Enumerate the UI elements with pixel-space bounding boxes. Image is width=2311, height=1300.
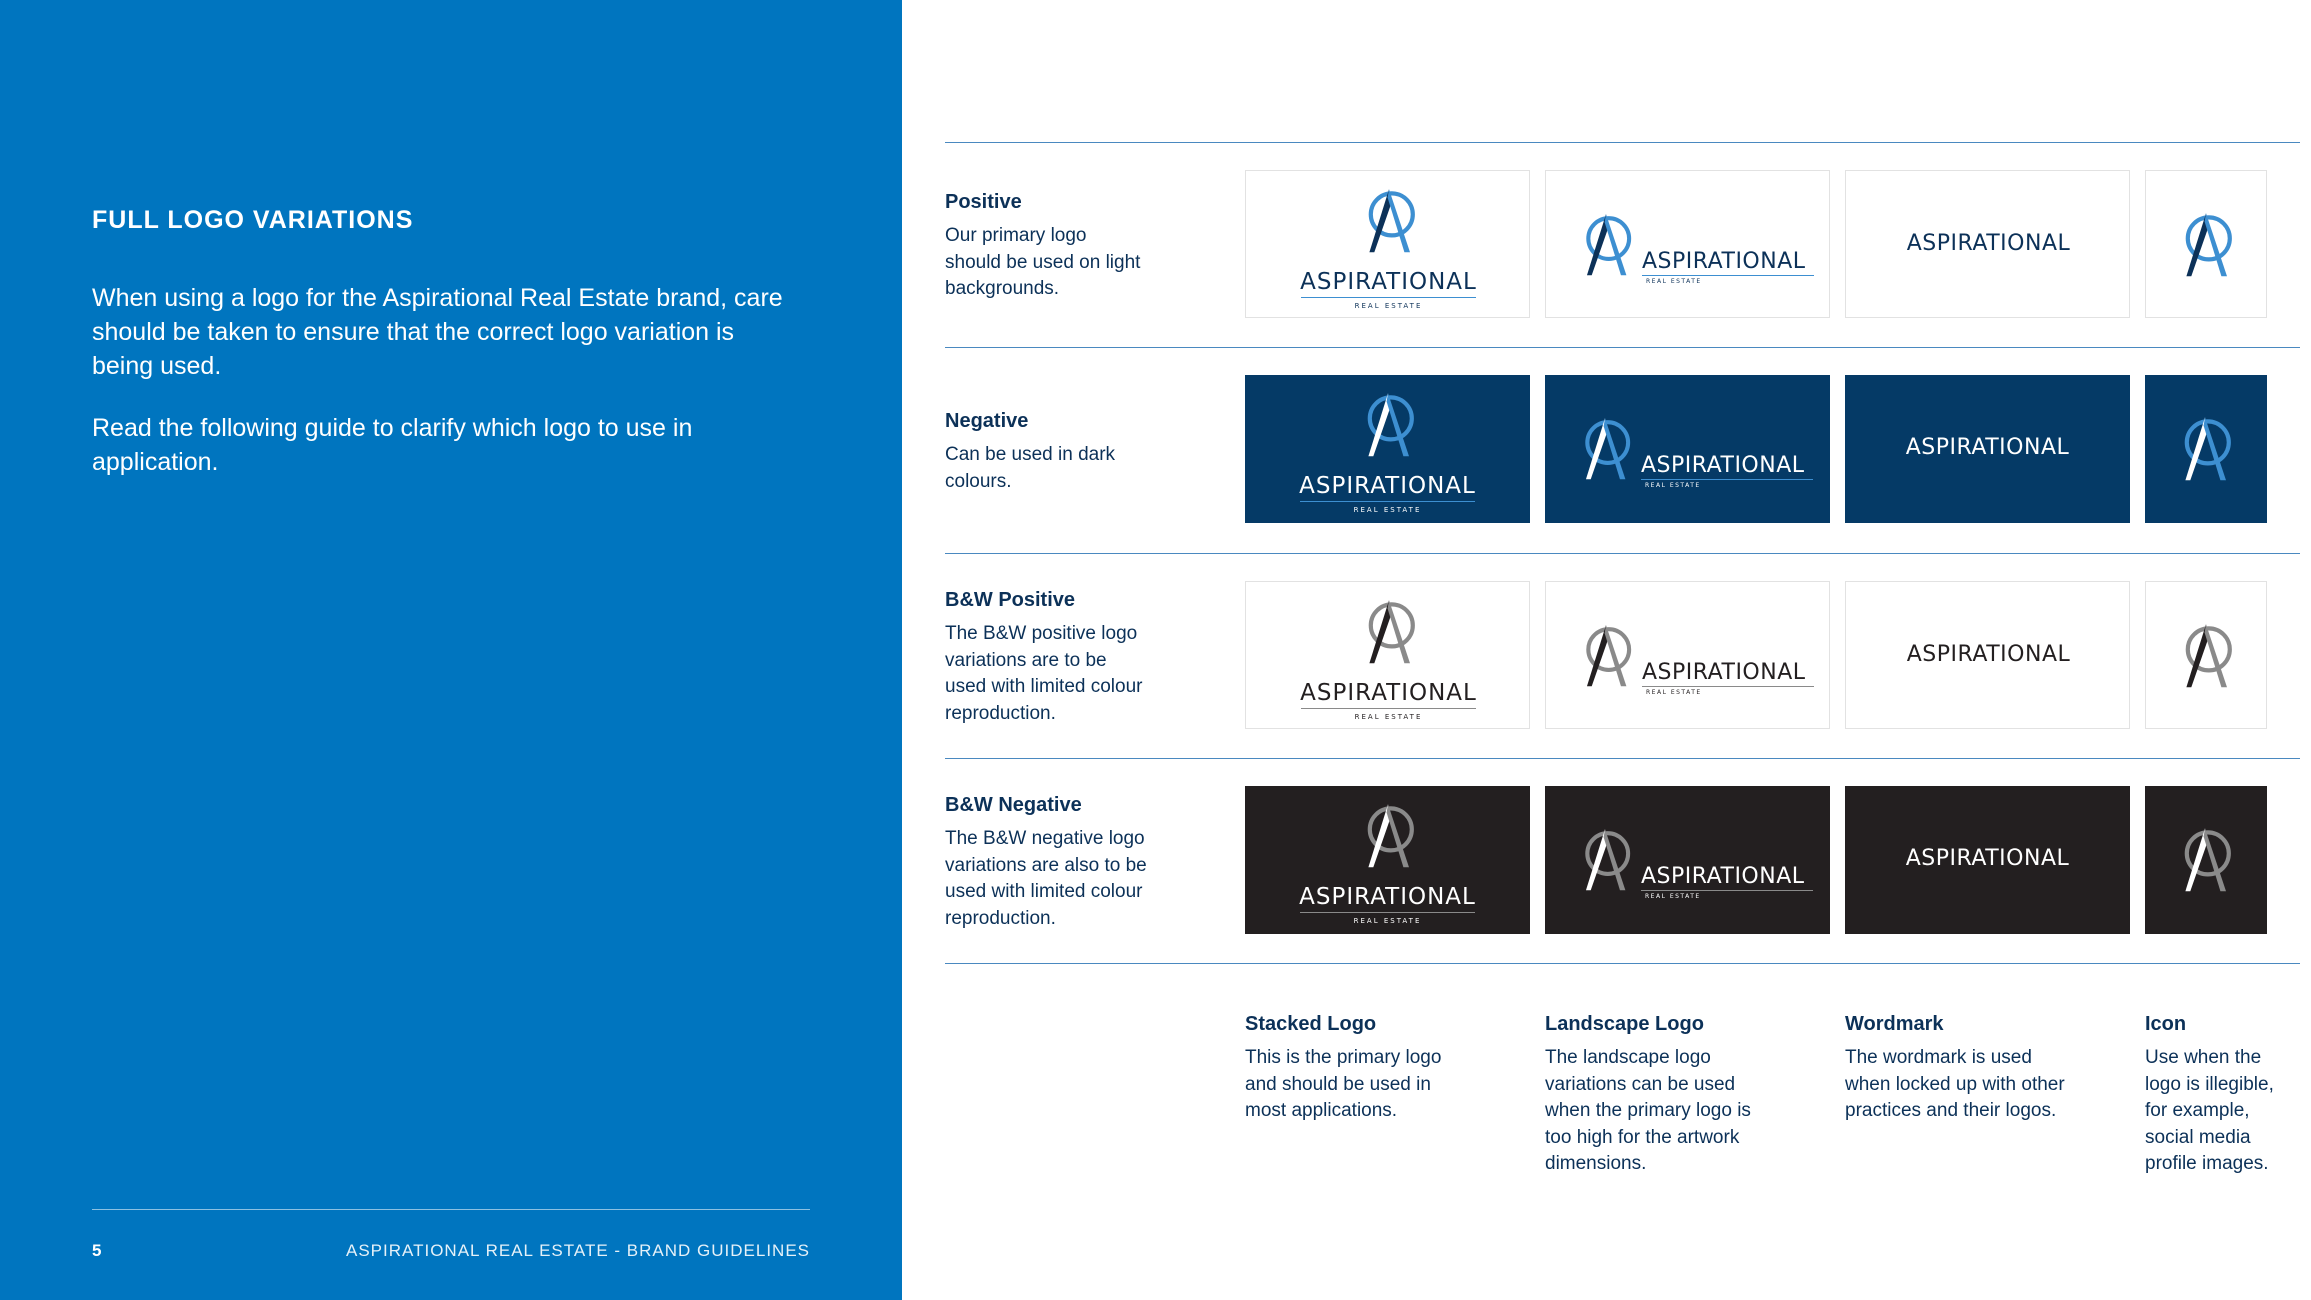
- aspirational-a-icon: [2171, 612, 2241, 698]
- logo-wordmark: ASPIRATIONAL: [1299, 473, 1476, 499]
- row-label-bw-negative: [945, 792, 1205, 932]
- column-label-landscape: [1545, 1011, 1835, 1178]
- logo-tile-wordmark-bw-negative: [1845, 786, 2130, 934]
- row-description: Can be used in dark colours.: [945, 444, 1116, 492]
- logo-tile-landscape-bw-negative: [1545, 786, 1830, 934]
- wordmark-underline: [1642, 686, 1814, 687]
- column-description: This is the primary logo and should be used in most applications.: [1245, 1047, 1442, 1121]
- wordmark-underline: [1301, 708, 1476, 709]
- column-title: Wordmark: [1845, 1013, 1944, 1035]
- column-label-stacked: [1245, 1011, 1535, 1125]
- logo-tile-icon-bw-positive: [2145, 581, 2267, 729]
- row-title: Positive: [945, 191, 1022, 213]
- logo-wordmark: ASPIRATIONAL: [1906, 642, 2071, 667]
- page-number: 5: [92, 1241, 102, 1260]
- aspirational-a-icon: [1572, 614, 1640, 696]
- row-divider: [945, 758, 2300, 759]
- logo-tile-stacked-negative: [1245, 375, 1530, 523]
- aspirational-a-icon: [2170, 816, 2240, 902]
- logo-wordmark: ASPIRATIONAL: [1300, 680, 1477, 706]
- logo-subline: REAL ESTATE: [1646, 689, 1702, 696]
- logo-tile-landscape-negative: [1545, 375, 1830, 523]
- column-description: The landscape logo variations can be used when the primary logo is too high for the artwork dimensions.: [1545, 1047, 1751, 1174]
- intro-panel: [0, 0, 902, 1300]
- aspirational-a-icon: [1353, 389, 1423, 459]
- logo-subline: REAL ESTATE: [1645, 893, 1701, 900]
- aspirational-a-icon: [1571, 818, 1639, 900]
- row-title: Negative: [945, 410, 1029, 432]
- row-divider: [945, 142, 2300, 143]
- logo-subline: REAL ESTATE: [1353, 506, 1422, 514]
- logo-wordmark: ASPIRATIONAL: [1299, 884, 1476, 910]
- row-label-positive: [945, 189, 1205, 303]
- logo-wordmark: ASPIRATIONAL: [1906, 231, 2071, 256]
- wordmark-underline: [1300, 501, 1475, 502]
- intro-paragraph: When using a logo for the Aspirational Real Estate brand, care should be taken to ensure that the correct logo variation is being used.: [92, 284, 783, 380]
- logo-tile-stacked-bw-positive: [1245, 581, 1530, 729]
- aspirational-a-icon: [1353, 800, 1423, 870]
- column-title: Stacked Logo: [1245, 1013, 1377, 1035]
- logo-wordmark: ASPIRATIONAL: [1300, 269, 1477, 295]
- logo-subline: REAL ESTATE: [1645, 482, 1701, 489]
- logo-tile-wordmark-positive: [1845, 170, 2130, 318]
- row-divider: [945, 553, 2300, 554]
- logo-wordmark: ASPIRATIONAL: [1642, 249, 1806, 274]
- aspirational-a-icon: [1354, 185, 1424, 255]
- row-title: B&W Positive: [945, 589, 1076, 611]
- logo-tile-icon-bw-negative: [2145, 786, 2267, 934]
- aspirational-a-icon: [1571, 407, 1639, 489]
- column-label-icon: [2145, 1011, 2305, 1178]
- column-title: Landscape Logo: [1545, 1013, 1704, 1035]
- wordmark-underline: [1301, 297, 1476, 298]
- column-label-wordmark: [1845, 1011, 2140, 1125]
- row-title: B&W Negative: [945, 794, 1082, 816]
- row-label-bw-positive: [945, 587, 1205, 727]
- guide-paragraph: Read the following guide to clarify which logo to use in application.: [92, 414, 693, 476]
- aspirational-a-icon: [2170, 405, 2240, 491]
- wordmark-underline: [1300, 912, 1475, 913]
- aspirational-a-icon: [1354, 596, 1424, 666]
- logo-tile-wordmark-bw-positive: [1845, 581, 2130, 729]
- row-description: The B&W negative logo variations are also to be used with limited colour reproduction.: [945, 828, 1147, 929]
- logo-tile-icon-negative: [2145, 375, 2267, 523]
- logo-subline: REAL ESTATE: [1646, 278, 1702, 285]
- row-description: Our primary logo should be used on light backgrounds.: [945, 225, 1141, 299]
- footer-divider: [92, 1209, 810, 1210]
- logo-tile-icon-positive: [2145, 170, 2267, 318]
- logo-subline: REAL ESTATE: [1353, 917, 1422, 925]
- logo-subline: REAL ESTATE: [1354, 713, 1423, 721]
- logo-wordmark: ASPIRATIONAL: [1642, 660, 1806, 685]
- logo-wordmark: ASPIRATIONAL: [1905, 435, 2070, 460]
- aspirational-a-icon: [1572, 203, 1640, 285]
- row-description: The B&W positive logo variations are to be used with limited colour reproduction.: [945, 623, 1143, 724]
- logo-subline: REAL ESTATE: [1354, 302, 1423, 310]
- wordmark-underline: [1641, 479, 1813, 480]
- logo-wordmark: ASPIRATIONAL: [1905, 846, 2070, 871]
- row-label-negative: [945, 408, 1205, 495]
- logo-tile-landscape-bw-positive: [1545, 581, 1830, 729]
- logo-tile-stacked-positive: [1245, 170, 1530, 318]
- wordmark-underline: [1641, 890, 1813, 891]
- logo-tile-stacked-bw-negative: [1245, 786, 1530, 934]
- wordmark-underline: [1642, 275, 1814, 276]
- logo-tile-wordmark-negative: [1845, 375, 2130, 523]
- logo-wordmark: ASPIRATIONAL: [1641, 453, 1805, 478]
- footer-title: ASPIRATIONAL REAL ESTATE - BRAND GUIDELINES: [346, 1241, 810, 1260]
- column-title: Icon: [2145, 1013, 2187, 1035]
- logo-tile-landscape-positive: [1545, 170, 1830, 318]
- column-description: The wordmark is used when locked up with other practices and their logos.: [1845, 1047, 2065, 1121]
- section-heading: FULL LOGO VARIATIONS: [92, 206, 414, 234]
- row-divider: [945, 963, 2300, 964]
- row-divider: [945, 347, 2300, 348]
- logo-wordmark: ASPIRATIONAL: [1641, 864, 1805, 889]
- aspirational-a-icon: [2171, 201, 2241, 287]
- column-description: Use when the logo is illegible, for example, social media profile images.: [2145, 1047, 2274, 1174]
